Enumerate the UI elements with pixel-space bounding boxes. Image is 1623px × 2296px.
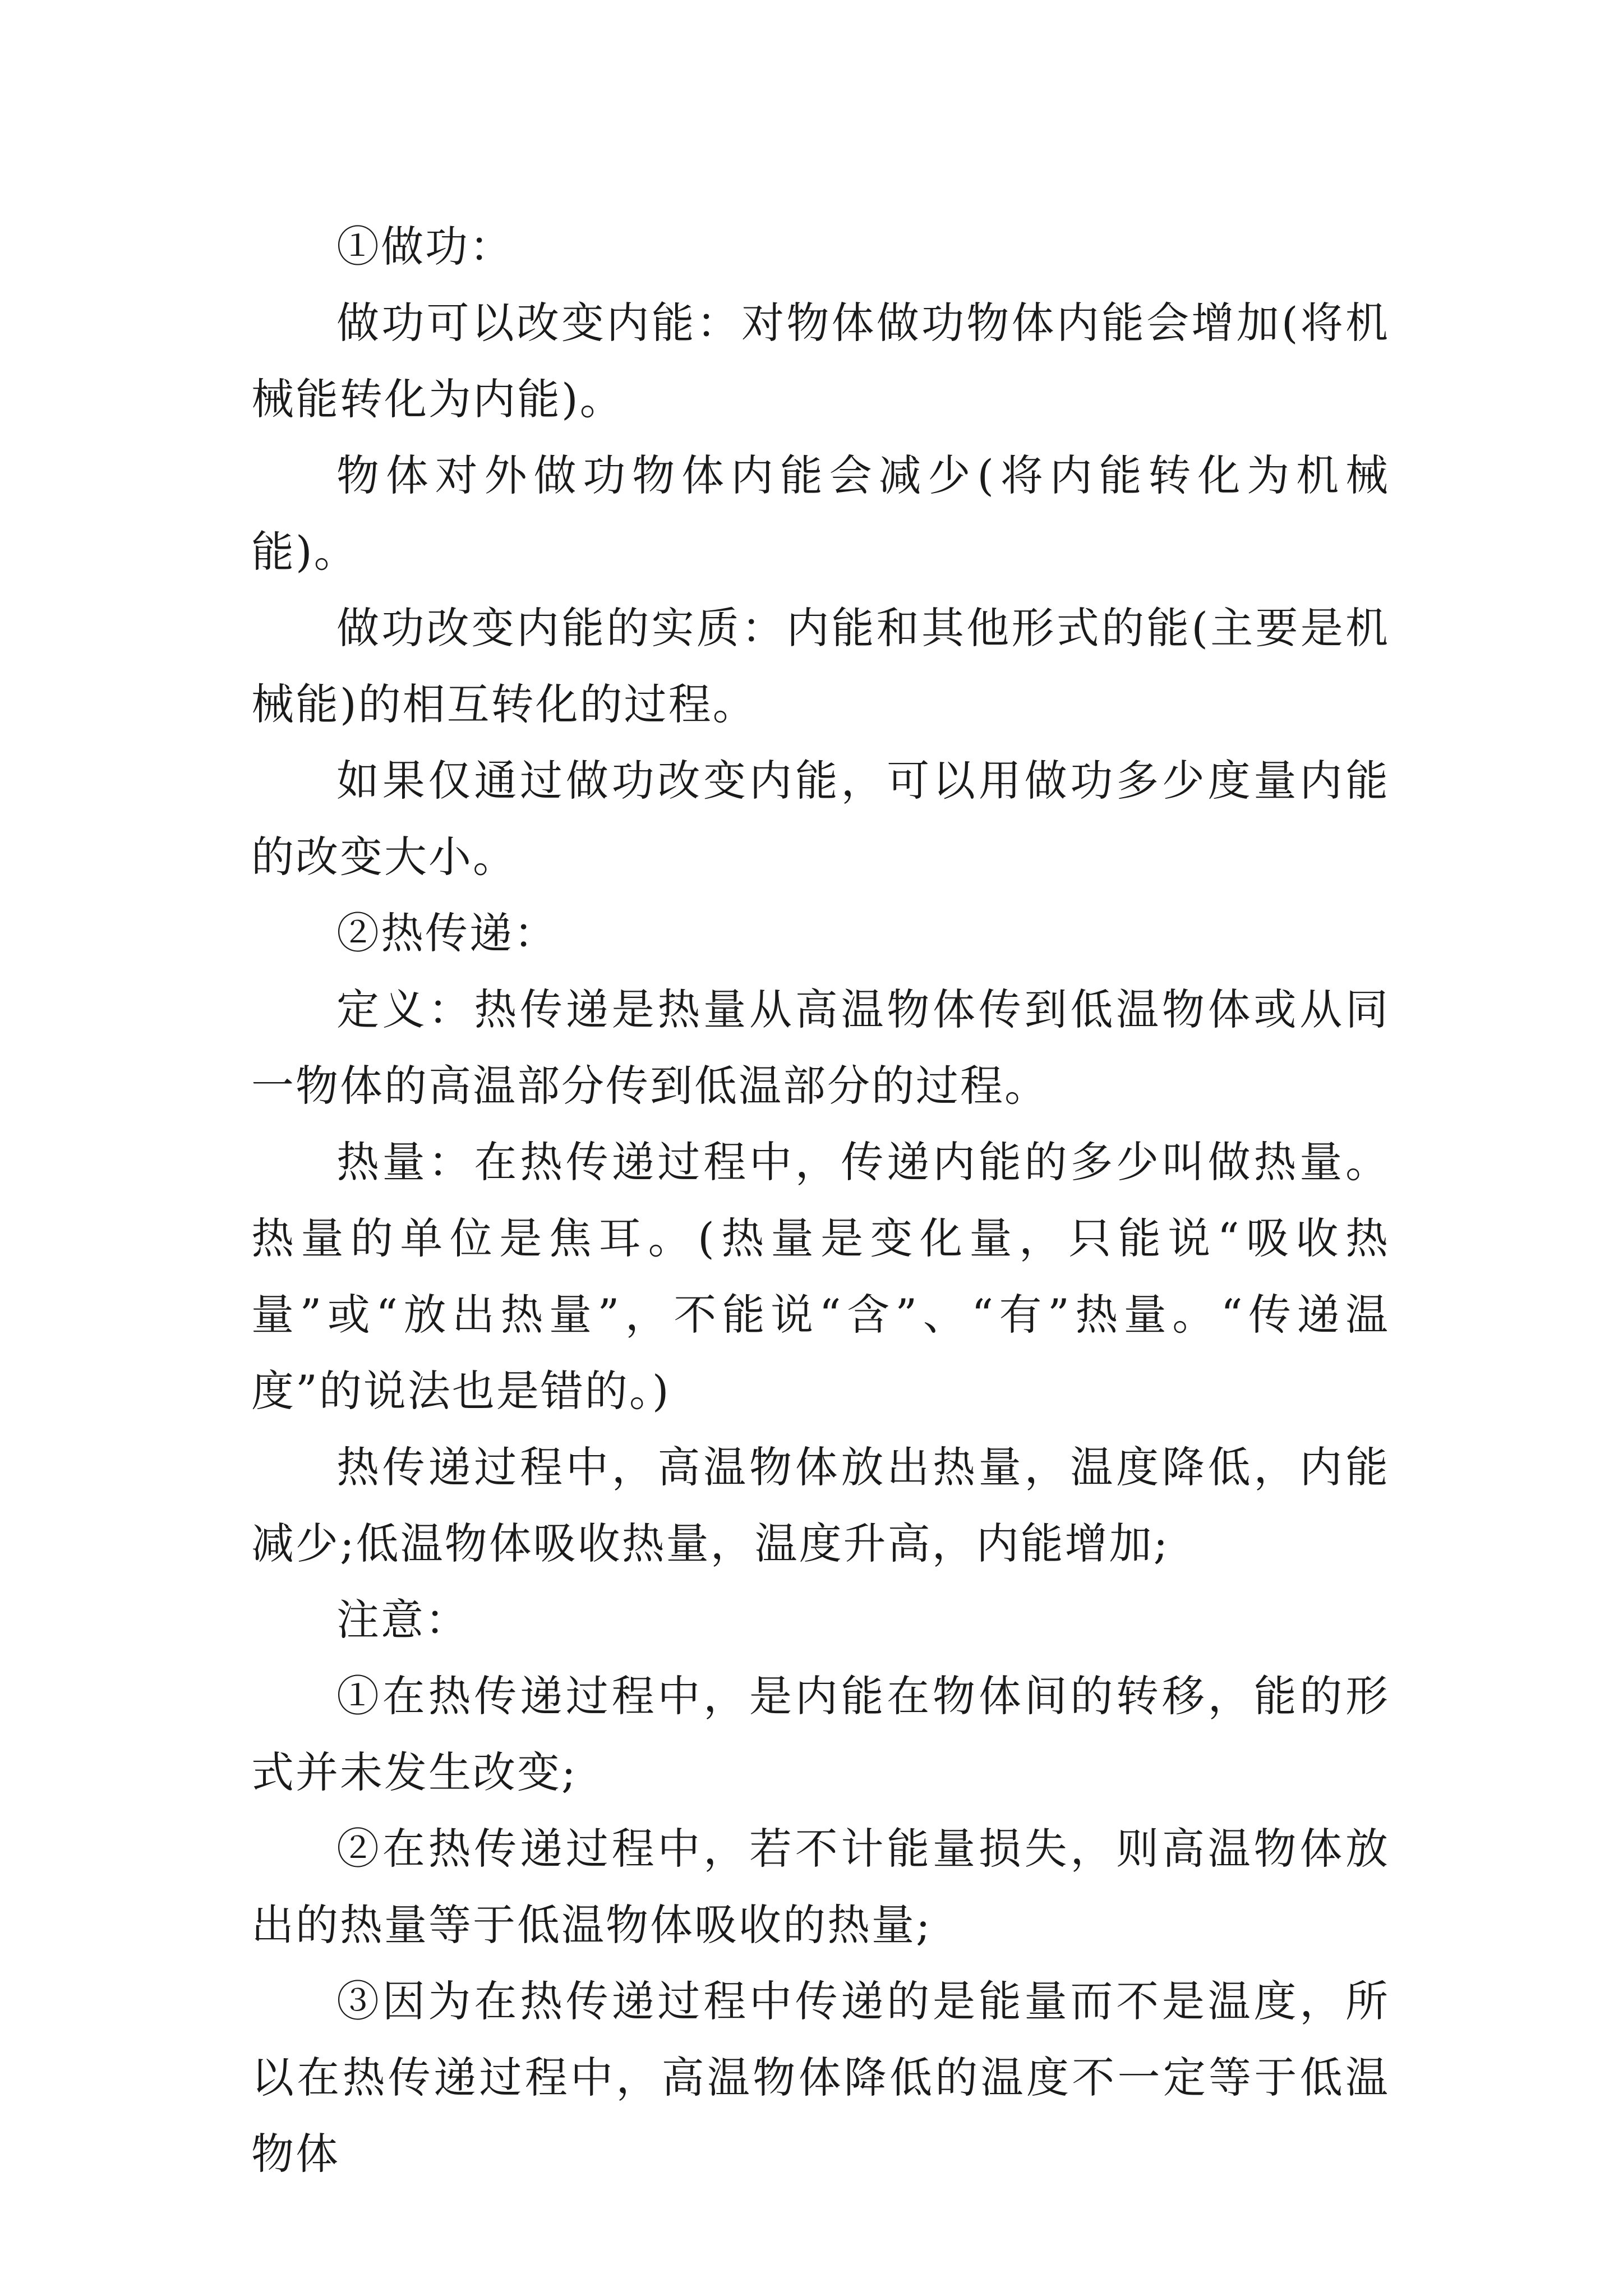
paragraph-work-measure: 如果仅通过做功改变内能，可以用做功多少度量内能的改变大小。 xyxy=(251,756,1390,882)
paragraph-heat-quantity: 热量：在热传递过程中，传递内能的多少叫做热量。热量的单位是焦耳。(热量是变化量，只能说“吸收热量”或“放出热量”，不能说“含”、“有”热量。“传递温度”的说法也是错的。) xyxy=(251,1137,1390,1416)
paragraph-work-essence: 做功改变内能的实质：内能和其他形式的能(主要是机械能)的相互转化的过程。 xyxy=(251,603,1390,729)
paragraph-work-heading: ①做功： xyxy=(336,222,514,272)
paragraph-note-heading: 注意： xyxy=(336,1595,469,1645)
paragraph-heat-transfer-process: 热传递过程中，高温物体放出热量，温度降低，内能减少;低温物体吸收热量，温度升高，内能增加; xyxy=(251,1442,1390,1568)
paragraph-note-2: ②在热传递过程中，若不计能量损失，则高温物体放出的热量等于低温物体吸收的热量; xyxy=(251,1824,1390,1950)
paragraph-work-decrease: 物体对外做功物体内能会减少(将内能转化为机械能)。 xyxy=(251,450,1390,577)
paragraph-heat-transfer-heading: ②热传递： xyxy=(336,908,558,958)
document-body xyxy=(251,209,1390,2192)
paragraph-heat-transfer-definition: 定义：热传递是热量从高温物体传到低温物体或从同一物体的高温部分传到低温部分的过程。 xyxy=(251,984,1390,1111)
paragraph-work-increase: 做功可以改变内能：对物体做功物体内能会增加(将机械能转化为内能)。 xyxy=(251,298,1390,424)
paragraph-note-1: ①在热传递过程中，是内能在物体间的转移，能的形式并未发生改变; xyxy=(251,1671,1390,1797)
paragraph-note-3: ③因为在热传递过程中传递的是能量而不是温度，所以在热传递过程中，高温物体降低的温度不一定等于低温物体 xyxy=(251,1976,1390,2179)
